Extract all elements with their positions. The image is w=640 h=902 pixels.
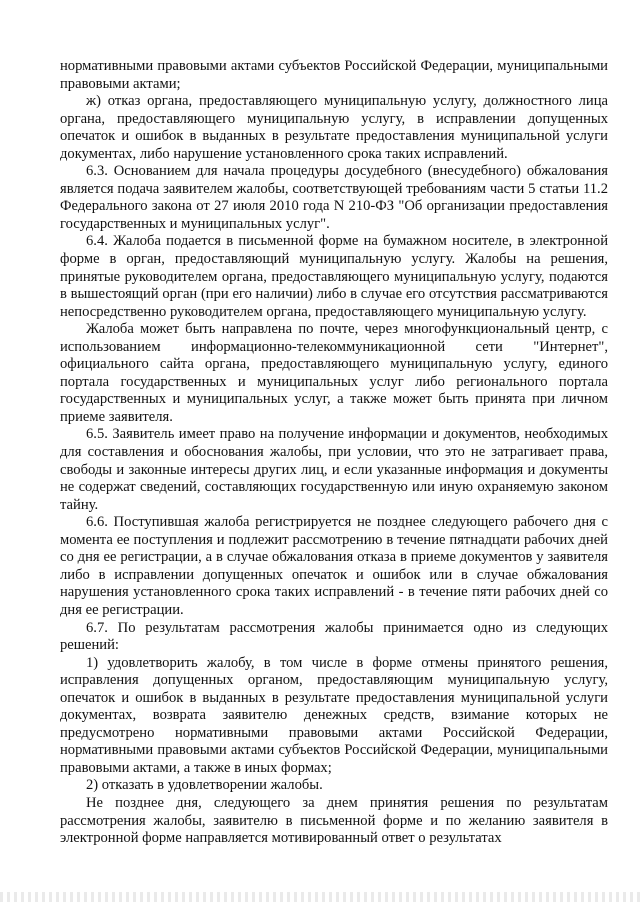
paragraph-complaint-channels: Жалоба может быть направлена по почте, через многофункциональный центр, с использованием информационно-телекоммуникационной сети "Интернет", официального сайта органа, предоставляющего муниципальную услугу, единого портала государственных и муниципальных услуг либо регионального портала государственных и муниципальных услуг, а также может быть принята при личном приеме заявителя. <box>60 321 608 425</box>
document-body <box>60 58 608 848</box>
scan-edge-artifact <box>0 892 640 902</box>
paragraph-response-deadline: Не позднее дня, следующего за днем принятия решения по результатам рассмотрения жалобы, заявителю в письменной форме и по желанию заявителя в электронной форме направляется мотивированный ответ о результатах <box>60 794 608 847</box>
paragraph-item-zh: ж) отказ органа, предоставляющего муниципальную услугу, должностного лица органа, предоставляющего муниципальную услугу, в исправлении допущенных опечаток и ошибок в выданных в результате предоставления муниципальной услуги документах, либо нарушение установленного срока таких исправлений. <box>60 93 608 162</box>
paragraph-6-7: 6.7. По результатам рассмотрения жалобы принимается одно из следующих решений: <box>60 619 608 654</box>
list-item-1: 1) удовлетворить жалобу, в том числе в форме отмены принятого решения, исправления допущенных органом, предоставляющим муниципальную услугу, опечаток и ошибок в выданных в результате предоставления муниципальной услуги документах, возврата заявителю денежных средств, взимание которых не предусмотрено нормативными правовыми актами Российской Федерации, нормативными правовыми актами субъектов Российской Федерации, муниципальными правовыми актами, а также в иных формах; <box>60 654 608 776</box>
paragraph-6-3: 6.3. Основанием для начала процедуры досудебного (внесудебного) обжалования является подача заявителем жалобы, соответствующей требованиям части 5 статьи 11.2 Федерального закона от 27 июля 2010 года N 210-ФЗ "Об организации предоставления государственных и муниципальных услуг". <box>60 163 608 232</box>
paragraph-6-6: 6.6. Поступившая жалоба регистрируется не позднее следующего рабочего дня с момента ее поступления и подлежит рассмотрению в течение пятнадцати рабочих дней со дня ее регистрации, а в случае обжалования отказа в приеме документов у заявителя либо в исправлении допущенных опечаток и ошибок или в случае обжалования нарушения установленного срока таких исправлений - в течение пяти рабочих дней со дня ее регистрации. <box>60 514 608 618</box>
paragraph-continuation: нормативными правовыми актами субъектов Российской Федерации, муниципальными правовыми актами; <box>60 58 608 92</box>
paragraph-6-4: 6.4. Жалоба подается в письменной форме на бумажном носителе, в электронной форме в орган, предоставляющий муниципальную услугу. Жалобы на решения, принятые руководителем органа, предоставляющего муниципальную услугу, подаются в вышестоящий орган (при его наличии) либо в случае его отсутствия рассматриваются непосредственно руководителем органа, предоставляющего муниципальную услугу. <box>60 233 608 320</box>
paragraph-6-5: 6.5. Заявитель имеет право на получение информации и документов, необходимых для составления и обоснования жалобы, при условии, что это не затрагивает права, свободы и законные интересы других лиц, и если указанные информация и документы не содержат сведений, составляющих государственную или иную охраняемую законом тайну. <box>60 426 608 513</box>
list-item-2: 2) отказать в удовлетворении жалобы. <box>86 777 323 794</box>
